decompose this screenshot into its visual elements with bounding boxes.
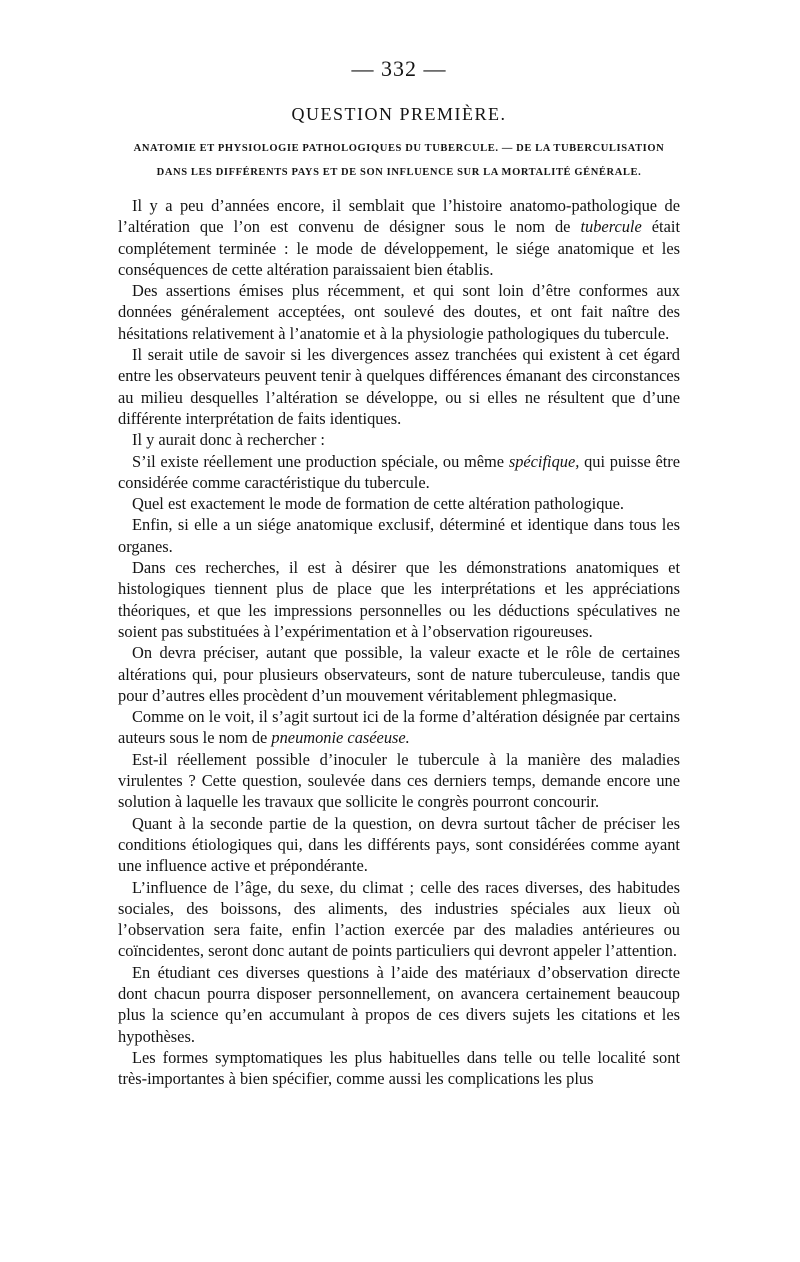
paragraph: Il y aurait donc à rechercher : [132, 430, 325, 450]
paragraph: Il serait utile de savoir si les divergences assez tranchées qui existent à cet égard entre les observateurs peuvent tenir à quelques différences émanant des circonstances au milieu desquelles l’altération se développe, ou si elles ne résultent que d’une différente interprétation de faits identiques. [118, 345, 680, 428]
paragraph: On devra préciser, autant que possible, la valeur exacte et le rôle de certaines altérations qui, pour plusieurs observateurs, sont de nature tuberculeuse, tandis que pour d’autres elles procèdent d’un mouvement véritablement phlegmasique. [118, 643, 680, 705]
paragraph: Dans ces recherches, il est à désirer que les démonstrations anatomiques et histologiques tiennent plus de place que les interprétations et les appréciations théoriques, et que les impressions personnelles ou les déductions spéculatives ne soient pas substituées à l’expérimentation et à l’observation rigoureuses. [118, 558, 680, 641]
paragraph: Quel est exactement le mode de formation de cette altération pathologique. [132, 494, 624, 514]
paragraph: Des assertions émises plus récemment, et qui sont loin d’être conformes aux données généralement acceptées, ont soulevé des doutes, et ont fait naître des hésitations relativement à l’anatomie et à la physiologie pathologiques du tubercule. [118, 281, 680, 343]
subtitle-line: DANS LES DIFFÉRENTS PAYS ET DE SON INFLUENCE SUR LA MORTALITÉ GÉNÉRALE. [156, 167, 642, 178]
question-title: QUESTION PREMIÈRE. [291, 104, 507, 124]
body-text [118, 195, 680, 1089]
paragraph: Les formes symptomatiques les plus habituelles dans telle ou telle localité sont très-importantes à bien spécifier, comme aussi les complications les plus [118, 1047, 680, 1089]
paragraph: S’il existe réellement une production spéciale, ou même spécifique, qui puisse être considérée comme caractéristique du tubercule. [118, 451, 681, 492]
paragraph: Comme on le voit, il s’agit surtout ici de la forme d’altération désignée par certains auteurs sous le nom de pneumonie caséeuse. [118, 707, 680, 748]
question-subtitle [118, 137, 680, 185]
paragraph: En étudiant ces diverses questions à l’aide des matériaux d’observation directe dont chacun pourra disposer personnellement, on avancera certainement beaucoup plus la science qu’en accumulant à propos de ces divers sujets les citations et les hypothèses. [118, 962, 680, 1046]
paragraph: Quant à la seconde partie de la question, on devra surtout tâcher de préciser les conditions étiologiques qui, dans les différents pays, sont considérées comme ayant une influence active et prépondérante. [118, 813, 680, 876]
paragraph: L’influence de l’âge, du sexe, du climat ; celle des races diverses, des habitudes sociales, des boissons, des aliments, des industries spéciales aux lieux où l’observation sera faite, enfin l’action exercée par des maladies antérieures ou coïncidentes, seront donc autant de points particuliers qui devront appeler l’attention. [118, 877, 680, 961]
paragraph: Est-il réellement possible d’inoculer le tubercule à la manière des maladies virulentes ? Cette question, soulevée dans ces derniers temps, demande encore une solution à laquelle les travaux que sollicite le congrès pourront concourir. [118, 749, 680, 812]
paragraph: Il y a peu d’années encore, il semblait que l’histoire anatomo-pathologique de l’altération que l’on est convenu de désigner sous le nom de tubercule était complétement terminée : le mode de développement, le siége anatomique et les conséquences de cette altération paraissaient bien établis. [118, 196, 680, 279]
subtitle-line: ANATOMIE ET PHYSIOLOGIE PATHOLOGIQUES DU TUBERCULE. — DE LA TUBERCULISATION [133, 143, 665, 154]
paragraph: Enfin, si elle a un siége anatomique exclusif, déterminé et identique dans tous les organes. [118, 515, 680, 556]
page-number: — 332 — [351, 56, 447, 81]
